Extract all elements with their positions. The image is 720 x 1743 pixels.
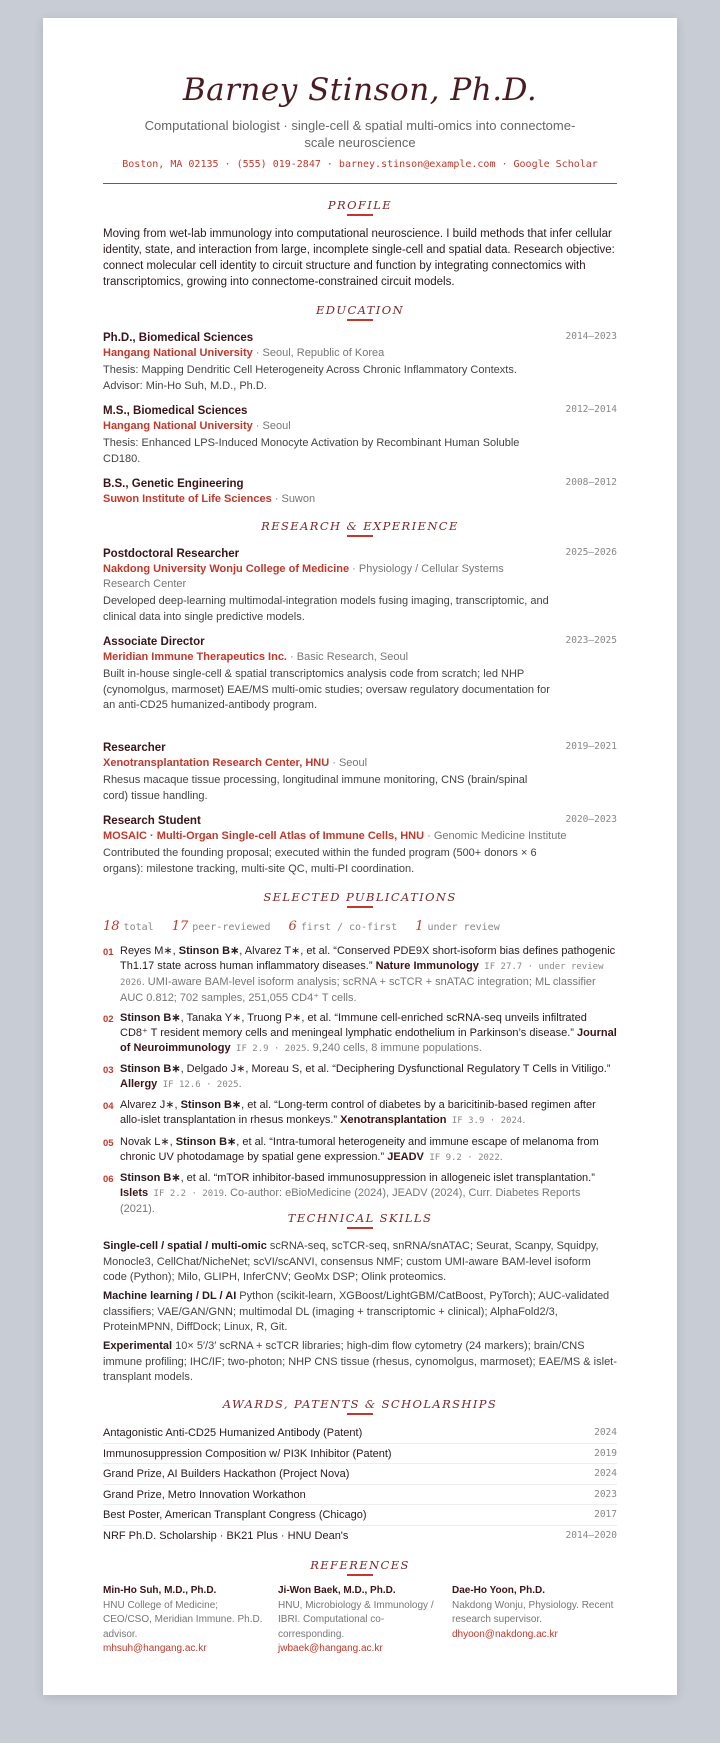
skill-text: Python (scikit-learn, XGBoost/LightGBM/CatBoost, PyTorch); AUC-validated classifiers; VAE/GAN/GNN; multimodal DL (imaging + transcriptomic + clinical); AlphaFold2/3, ProteinMPNN, DiffDock; Linux, R, Git. xyxy=(103,1290,610,1333)
reference-name: Dae-Ho Yoon, Ph.D. xyxy=(452,1585,545,1596)
employer-detail: · Genomic Medicine Institute xyxy=(424,830,567,842)
award-year: 2024 xyxy=(594,1468,617,1479)
stat-number: 18 xyxy=(103,919,120,934)
reference-email-link[interactable]: dhyoon@nakdong.ac.kr xyxy=(452,1628,558,1640)
experience-entry xyxy=(103,546,617,625)
contact-line: Boston, MA 02135 · (555) 019-2847 · barney.stinson@example.com · Google Scholar xyxy=(122,159,598,170)
pub-journal: Xenotransplantation xyxy=(340,1114,447,1126)
job-title: Postdoctoral Researcher xyxy=(103,548,240,560)
stat-under-review xyxy=(415,919,500,934)
job-title: Associate Director xyxy=(103,636,205,648)
stat-number: 1 xyxy=(415,919,424,934)
award-name: Grand Prize, Metro Innovation Workathon xyxy=(103,1488,306,1501)
publication-number: 04 xyxy=(103,1101,114,1112)
reference-name: Min-Ho Suh, M.D., Ph.D. xyxy=(103,1585,217,1596)
section-title-awards xyxy=(103,1397,617,1415)
skill-group xyxy=(103,1239,617,1286)
reference-card xyxy=(103,1584,268,1657)
tagline: Computational biologist · single-cell & spatial multi-omics into connectome-scale neuroscience xyxy=(144,118,576,150)
reference-card xyxy=(452,1584,617,1642)
pub-self-author: Stinson B∗ xyxy=(175,1136,237,1148)
publication-item xyxy=(103,944,617,1006)
employer-name: Meridian Immune Therapeutics Inc. xyxy=(103,651,287,663)
section-underline xyxy=(347,1227,373,1229)
section-title-text: EDUCATION xyxy=(315,303,405,317)
section-title-text: RESEARCH & EXPERIENCE xyxy=(261,519,459,533)
entry-date: 2012–2014 xyxy=(565,404,617,415)
institution-name: Hangang National University xyxy=(103,347,253,359)
pub-citation: , et al. “mTOR inhibitor-based immunosuppression in allogeneic islet transplantation.” xyxy=(180,1172,595,1184)
publication-number: 03 xyxy=(103,1065,114,1076)
publication-number: 05 xyxy=(103,1138,114,1149)
stat-peer-reviewed xyxy=(171,919,271,934)
employer-name: MOSAIC · Multi-Organ Single-cell Atlas of Immune Cells, HNU xyxy=(103,830,425,842)
candidate-name: Barney Stinson, Ph.D. xyxy=(182,72,538,108)
entry-date: 2023–2025 xyxy=(565,635,617,646)
pub-authors-pre: Novak L∗, xyxy=(120,1136,176,1148)
award-row xyxy=(103,1485,617,1506)
entry-description: Rhesus macaque tissue processing, longitudinal immune monitoring, CNS (brain/spinal cord) tissue handling. xyxy=(103,774,528,802)
stat-number: 6 xyxy=(288,919,297,934)
award-name: Immunosuppression Composition w/ PI3K Inhibitor (Patent) xyxy=(103,1447,392,1460)
stat-total xyxy=(103,919,154,934)
stat-first-author xyxy=(288,919,398,934)
entry-date: 2014–2023 xyxy=(565,331,617,342)
section-underline xyxy=(347,1574,373,1576)
pub-citation: , et al. “Long-term control of diabetes by a baricitinib-based regimen after allo-islet transplantation in rhesus monkeys.” xyxy=(120,1099,596,1126)
award-year: 2014–2020 xyxy=(565,1529,617,1541)
section-title-education xyxy=(103,303,617,321)
section-underline xyxy=(347,214,373,216)
pub-self-author: Stinson B∗ xyxy=(180,1099,242,1111)
employer-detail: · Seoul xyxy=(329,757,368,769)
pub-authors-pre: Alvarez J∗, xyxy=(120,1099,181,1111)
experience-entry xyxy=(103,813,617,877)
employer-detail: · Physiology / Cellular Systems Research Center xyxy=(103,563,504,590)
award-row xyxy=(103,1423,617,1444)
section-title-text: SELECTED PUBLICATIONS xyxy=(263,890,457,904)
pub-impact-factor: IF 2.2 · 2019 xyxy=(148,1189,224,1199)
pub-self-author: Stinson B∗ xyxy=(178,945,240,957)
institution-location: · Seoul xyxy=(252,420,291,432)
entry-date: 2019–2021 xyxy=(565,741,617,752)
award-year: 2019 xyxy=(594,1447,617,1459)
entry-org xyxy=(103,492,553,507)
skill-label: Single-cell / spatial / multi-omic xyxy=(103,1240,267,1252)
institution-name: Hangang National University xyxy=(103,420,253,432)
skill-label: Experimental xyxy=(103,1340,173,1352)
entry-description: Built in-house single-cell & spatial transcriptomics analysis code from scratch; led NHP (cynomolgus, marmoset) EAE/MS multi-omic studies; oversaw regulatory documentation for an anti-CD25 humanized-antibody program. xyxy=(103,668,550,711)
pub-citation: , Alvarez T∗, et al. “Conserved PDE9X short-isoform bias defines pathogenic Th1.17 state across human inflammatory diseases.” xyxy=(120,945,616,972)
entry-description: Contributed the founding proposal; executed within the funded program (500+ donors × 6 organs): milestone tracking, multi-site QC, multi-PI coordination. xyxy=(103,847,537,875)
award-row xyxy=(103,1444,617,1465)
entry-org xyxy=(103,829,573,844)
skill-group xyxy=(103,1339,617,1386)
stat-number: 17 xyxy=(171,919,189,934)
publication-number: 06 xyxy=(103,1174,114,1185)
degree-title: B.S., Genetic Engineering xyxy=(103,478,244,490)
entry-org xyxy=(103,562,553,592)
section-underline xyxy=(347,535,373,537)
reference-card xyxy=(278,1584,443,1657)
pub-impact-factor: IF 9.2 · 2022 xyxy=(423,1153,500,1163)
pub-citation: , Tanaka Y∗, Truong P∗, et al. “Immune cell-enriched scRNA-seq unveils infiltrated CD8⁺ T resident memory cells and meningeal lymphatic endothelium in Parkinson’s disease.” xyxy=(120,1012,587,1039)
pub-note: . xyxy=(238,1078,242,1090)
pub-note: . UMI-aware BAM-level isoform analysis; scRNA + scTCR + snATAC integration; ML classifier AUC 0.812; 702 samples, 251,055 CD4⁺ T cells. xyxy=(120,976,596,1004)
entry-org xyxy=(103,650,553,665)
award-name: NRF Ph.D. Scholarship · BK21 Plus · HNU Dean's xyxy=(103,1529,349,1542)
publication-item xyxy=(103,1098,617,1129)
pub-impact-factor: IF 2.9 · 2025 xyxy=(230,1044,307,1054)
section-title-references xyxy=(103,1558,617,1576)
reference-description: HNU College of Medicine; CEO/CSO, Meridian Immune. Ph.D. advisor. xyxy=(103,1599,263,1640)
pub-impact-factor: IF 12.6 · 2025 xyxy=(157,1080,239,1090)
award-year: 2023 xyxy=(594,1488,617,1500)
skill-label: Machine learning / DL / AI xyxy=(103,1290,237,1302)
stat-label: peer-reviewed xyxy=(192,922,271,933)
pub-impact-factor: IF 27.7 · under review 2026 xyxy=(120,962,604,988)
section-title-text: AWARDS, PATENTS & SCHOLARSHIPS xyxy=(222,1397,498,1411)
stat-label: under review xyxy=(427,922,500,933)
pub-authors-pre: Reyes M∗, xyxy=(120,945,179,957)
pub-note: . 9,240 cells, 8 immune populations. xyxy=(306,1042,482,1054)
pub-self-author: Stinson B∗ xyxy=(120,1063,181,1075)
section-title-research xyxy=(103,519,617,537)
skill-text: scRNA-seq, scTCR-seq, snRNA/snATAC; Seurat, Scanpy, Squidpy, Monocle3, CellChat/NicheNet; scVI/scANVI, consensus NMF; custom UMI-aware BAM-level isoform code (Python); Milo, GLIPH, InferCNV; GeoMx DSP; Olink proteomics. xyxy=(103,1240,599,1283)
reference-email-link[interactable]: jwbaek@hangang.ac.kr xyxy=(278,1643,383,1654)
award-year: 2024 xyxy=(594,1427,617,1438)
award-name: Best Poster, American Transplant Congress (Chicago) xyxy=(103,1509,367,1521)
pub-impact-factor: IF 3.9 · 2024 xyxy=(446,1116,523,1126)
entry-org xyxy=(103,419,553,434)
publication-number: 01 xyxy=(103,947,114,958)
award-row xyxy=(103,1464,617,1485)
publication-item xyxy=(103,1011,617,1057)
institution-name: Suwon Institute of Life Sciences xyxy=(103,493,272,505)
pub-citation: , Delgado J∗, Moreau S, et al. “Deciphering Dysfunctional Regulatory T Cells in Vitiligo.” xyxy=(180,1063,611,1075)
entry-description: Developed deep-learning multimodal-integration models fusing imaging, transcriptomic, and clinical data into single predictive models. xyxy=(103,595,549,623)
resume-page xyxy=(43,18,677,1695)
entry-date: 2025–2026 xyxy=(565,547,617,558)
pub-journal: JEADV xyxy=(387,1151,424,1163)
pub-journal: Allergy xyxy=(120,1078,158,1090)
entry-date: 2008–2012 xyxy=(565,477,617,488)
stat-label: total xyxy=(123,922,154,933)
job-title: Researcher xyxy=(103,742,166,754)
education-entry xyxy=(103,330,617,394)
skill-group xyxy=(103,1289,617,1336)
pub-note: . xyxy=(499,1151,503,1163)
entry-org xyxy=(103,346,553,361)
experience-entry xyxy=(103,634,617,714)
section-underline xyxy=(347,1413,373,1415)
section-title-profile xyxy=(103,198,617,216)
entry-description: Thesis: Mapping Dendritic Cell Heterogeneity Across Chronic Inflammatory Contexts. Advisor: Min-Ho Suh, M.D., Ph.D. xyxy=(103,364,517,392)
reference-email-link[interactable]: mhsuh@hangang.ac.kr xyxy=(103,1643,207,1654)
pub-note: . Co-author: eBioMedicine (2024), JEADV (2024), Curr. Diabetes Reports (2021). xyxy=(120,1187,581,1215)
employer-name: Nakdong University Wonju College of Medicine xyxy=(103,563,350,575)
publication-number: 02 xyxy=(103,1014,114,1025)
section-title-skills xyxy=(103,1211,617,1229)
section-title-text: REFERENCES xyxy=(310,1558,410,1572)
degree-title: Ph.D., Biomedical Sciences xyxy=(103,332,254,344)
pub-note: . xyxy=(522,1114,526,1126)
degree-title: M.S., Biomedical Sciences xyxy=(103,405,248,417)
employer-name: Xenotransplantation Research Center, HNU xyxy=(103,757,330,769)
profile-summary: Moving from wet-lab immunology into computational neuroscience. I build methods that infer cellular identity, state, and interaction from large, incomplete single-cell and spatial data. Research objective: connect molecular cell identity to circuit structure and function by integrating connectomics with transcriptomics, growing into connectome-constrained circuit models. xyxy=(103,228,615,288)
award-name: Grand Prize, AI Builders Hackathon (Project Nova) xyxy=(103,1468,350,1480)
pub-journal: Journal of Neuroimmunology xyxy=(120,1027,617,1054)
section-title-text: TECHNICAL SKILLS xyxy=(287,1211,433,1225)
entry-date: 2020–2023 xyxy=(565,814,617,825)
publication-item xyxy=(103,1135,617,1166)
pub-self-author: Stinson B∗ xyxy=(120,1172,181,1184)
reference-description: Nakdong Wonju, Physiology. Recent research supervisor. xyxy=(452,1599,614,1625)
entry-description: Thesis: Enhanced LPS-Induced Monocyte Activation by Recombinant Human Soluble CD180. xyxy=(103,437,520,465)
entry-org xyxy=(103,756,553,771)
experience-entry xyxy=(103,740,617,804)
pub-journal: Islets xyxy=(120,1187,149,1199)
reference-description: HNU, Microbiology & Immunology / IBRI. Computational co-corresponding. xyxy=(278,1599,434,1640)
section-title-publications xyxy=(103,890,617,908)
publication-stats xyxy=(103,919,617,934)
award-row xyxy=(103,1526,617,1547)
stat-label: first / co-first xyxy=(300,922,398,933)
education-entry xyxy=(103,403,617,467)
publication-item xyxy=(103,1062,617,1093)
pub-journal: Nature Immunology xyxy=(375,960,479,972)
employer-detail: · Basic Research, Seoul xyxy=(287,651,409,663)
skill-text: 10× 5′/3′ scRNA + scTCR libraries; high-dim flow cytometry (24 markers); brain/CNS immune profiling; IHC/IF; two-photon; NHP CNS tissue (rhesus, cynomolgus, marmoset); EAE/MS & islet-transplant models. xyxy=(103,1340,617,1383)
section-title-text: PROFILE xyxy=(327,198,393,212)
section-underline xyxy=(347,319,373,321)
pub-self-author: Stinson B∗ xyxy=(120,1012,181,1024)
reference-name: Ji-Won Baek, M.D., Ph.D. xyxy=(278,1585,396,1596)
header-divider xyxy=(103,183,617,184)
award-year: 2017 xyxy=(594,1509,617,1520)
section-underline xyxy=(347,906,373,908)
awards-list xyxy=(103,1423,617,1546)
award-name: Antagonistic Anti-CD25 Humanized Antibody (Patent) xyxy=(103,1427,363,1439)
job-title: Research Student xyxy=(103,815,201,827)
pub-citation: , et al. “Intra-tumoral heterogeneity and immune escape of melanoma from chronic UV photodamage by spatial gene expression.” xyxy=(120,1136,599,1163)
institution-location: · Suwon xyxy=(271,493,316,505)
education-entry xyxy=(103,476,617,507)
institution-location: · Seoul, Republic of Korea xyxy=(252,347,385,359)
award-row xyxy=(103,1505,617,1526)
